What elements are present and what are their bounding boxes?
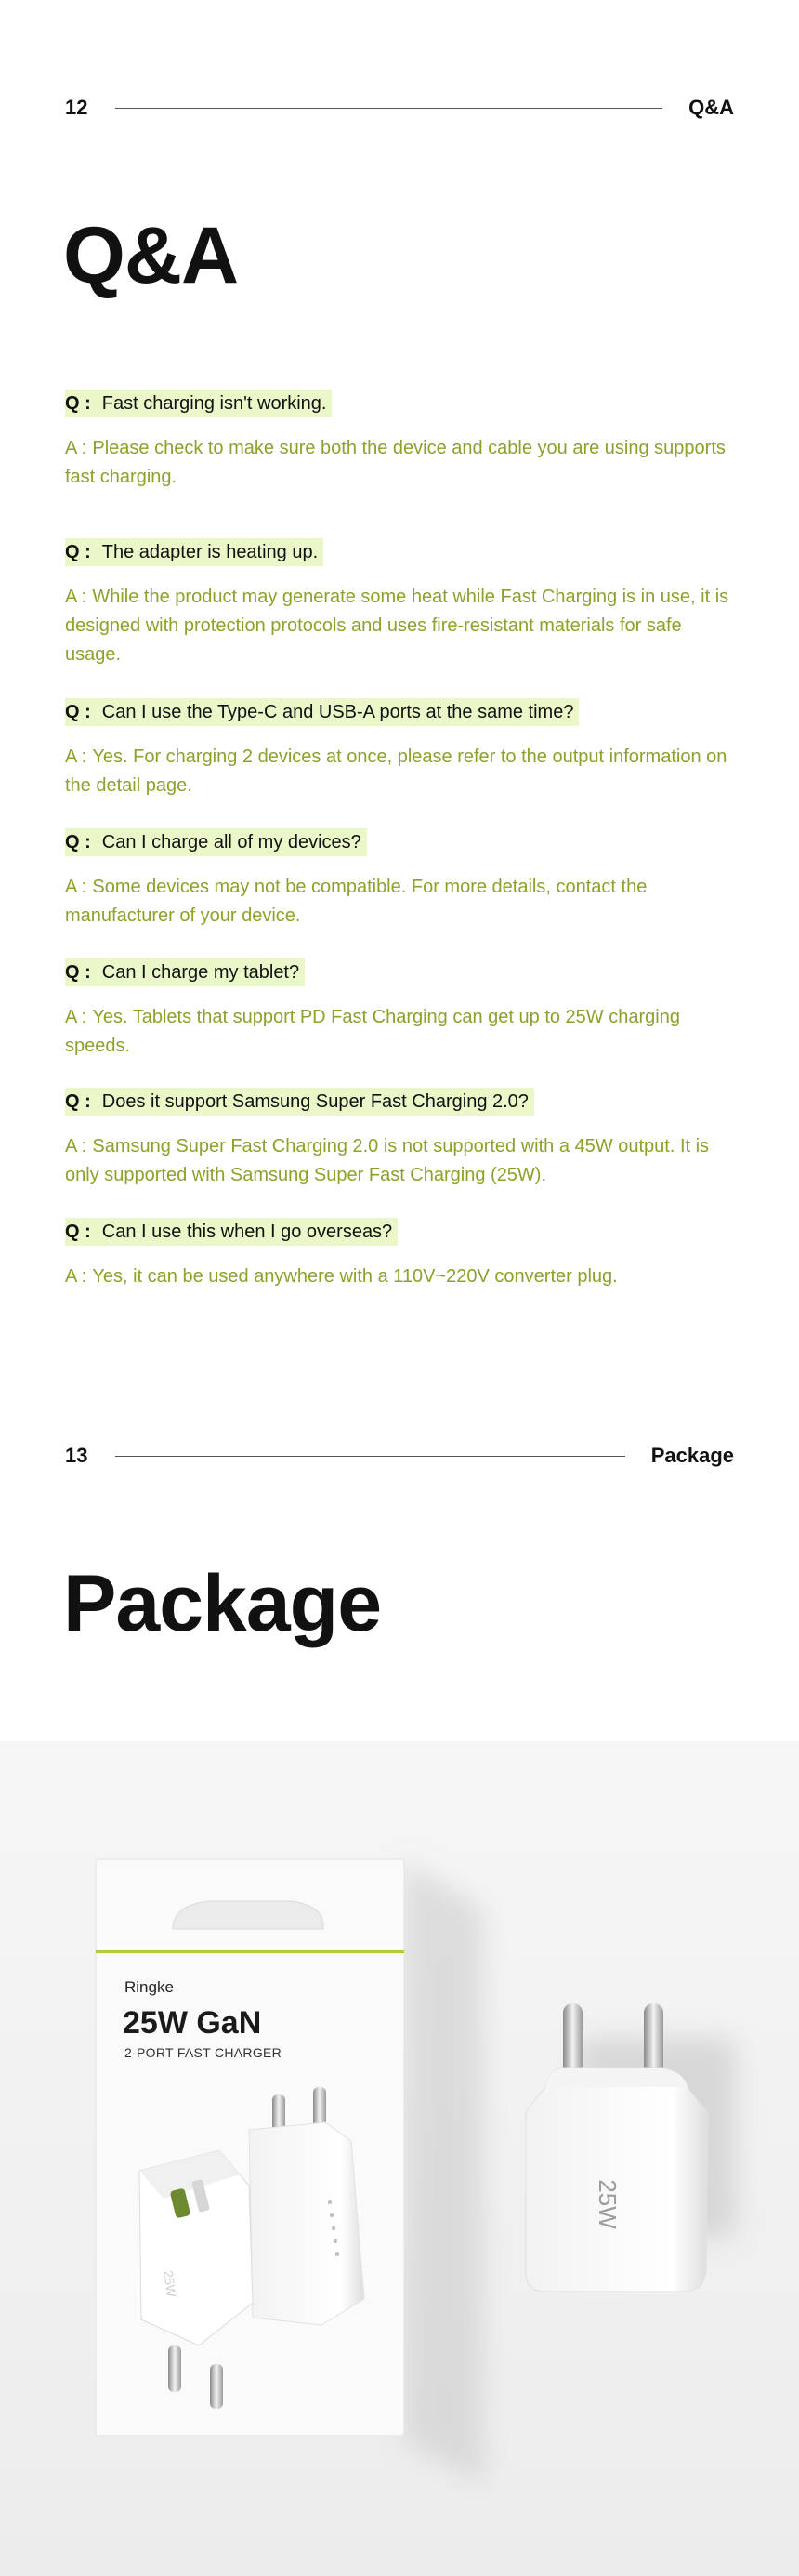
question-text: The adapter is heating up.	[101, 542, 319, 562]
question	[65, 698, 579, 726]
box-shadow	[403, 1862, 483, 2485]
answer-prefix: A :	[65, 438, 87, 458]
question-prefix: Q :	[65, 1091, 91, 1112]
retail-box	[96, 1859, 404, 2436]
section-divider	[115, 1456, 625, 1457]
qa-title: Q&A	[63, 211, 239, 300]
answer-prefix: A :	[65, 877, 87, 897]
question	[65, 958, 305, 986]
qa-item	[65, 698, 734, 800]
answer-text: Yes. Tablets that support PD Fast Charging can get up to 25W charging speeds.	[65, 1007, 680, 1056]
box-product-name: 25W GaN	[123, 2005, 262, 2041]
answer	[65, 1003, 734, 1061]
answer-prefix: A :	[65, 587, 87, 607]
question-prefix: Q :	[65, 702, 91, 722]
answer	[65, 1262, 734, 1291]
question	[65, 1218, 398, 1246]
answer	[65, 1132, 734, 1190]
qa-section-header	[65, 94, 734, 122]
section-label: Q&A	[688, 96, 734, 119]
question	[65, 390, 332, 417]
answer	[65, 873, 734, 931]
qa-item	[65, 958, 734, 1061]
answer-prefix: A :	[65, 1266, 87, 1287]
box-brand: Ringke	[124, 1978, 174, 1996]
package-section-header	[65, 1442, 734, 1470]
question-prefix: Q :	[65, 962, 91, 983]
section-number: 13	[65, 1444, 88, 1467]
question-prefix: Q :	[65, 542, 91, 562]
question	[65, 538, 323, 566]
package-illustration	[0, 1741, 799, 2576]
answer-text: Please check to make sure both the device and cable you are using supports fast charging.	[65, 438, 726, 487]
box-subtitle: 2-PORT FAST CHARGER	[124, 2045, 282, 2060]
section-label: Package	[650, 1444, 734, 1467]
question-text: Can I use the Type-C and USB-A ports at the same time?	[101, 702, 574, 722]
answer	[65, 583, 734, 669]
accent-stripe	[96, 1950, 404, 1953]
hang-hole	[173, 1901, 323, 1929]
answer-text: Yes, it can be used anywhere with a 110V~220V converter plug.	[92, 1266, 618, 1287]
question-text: Can I use this when I go overseas?	[101, 1222, 393, 1242]
answer-prefix: A :	[65, 746, 87, 767]
package-photo	[0, 1741, 799, 2576]
charger-marking: 25W	[594, 2179, 622, 2229]
answer-prefix: A :	[65, 1007, 87, 1027]
box-charger-marking: 25W	[161, 2269, 179, 2298]
qa-item	[65, 538, 734, 669]
answer-text: Some devices may not be compatible. For more details, contact the manufacturer of your device.	[65, 877, 648, 926]
question-text: Does it support Samsung Super Fast Charging 2.0?	[101, 1091, 529, 1112]
question-text: Can I charge my tablet?	[101, 962, 300, 983]
answer	[65, 743, 734, 800]
answer-prefix: A :	[65, 1136, 87, 1156]
question	[65, 1088, 534, 1116]
question-prefix: Q :	[65, 393, 91, 414]
question-prefix: Q :	[65, 832, 91, 852]
package-title: Package	[63, 1559, 382, 1648]
section-number: 12	[65, 96, 88, 119]
qa-item	[65, 828, 734, 931]
question-text: Fast charging isn't working.	[101, 393, 327, 414]
question	[65, 828, 367, 856]
qa-item	[65, 390, 734, 492]
answer-text: Yes. For charging 2 devices at once, please refer to the output information on the detail page.	[65, 746, 727, 796]
question-text: Can I charge all of my devices?	[101, 832, 361, 852]
section-divider	[115, 108, 662, 109]
answer-text: Samsung Super Fast Charging 2.0 is not supported with a 45W output. It is only supported with Samsung Super Fast Charging (25W).	[65, 1136, 710, 1185]
qa-item	[65, 1088, 734, 1190]
answer	[65, 434, 734, 492]
answer-text: While the product may generate some heat while Fast Charging is in use, it is designed with protection protocols and uses fire-resistant materials for safe usage.	[65, 587, 729, 665]
question-prefix: Q :	[65, 1222, 91, 1242]
qa-item	[65, 1218, 734, 1291]
